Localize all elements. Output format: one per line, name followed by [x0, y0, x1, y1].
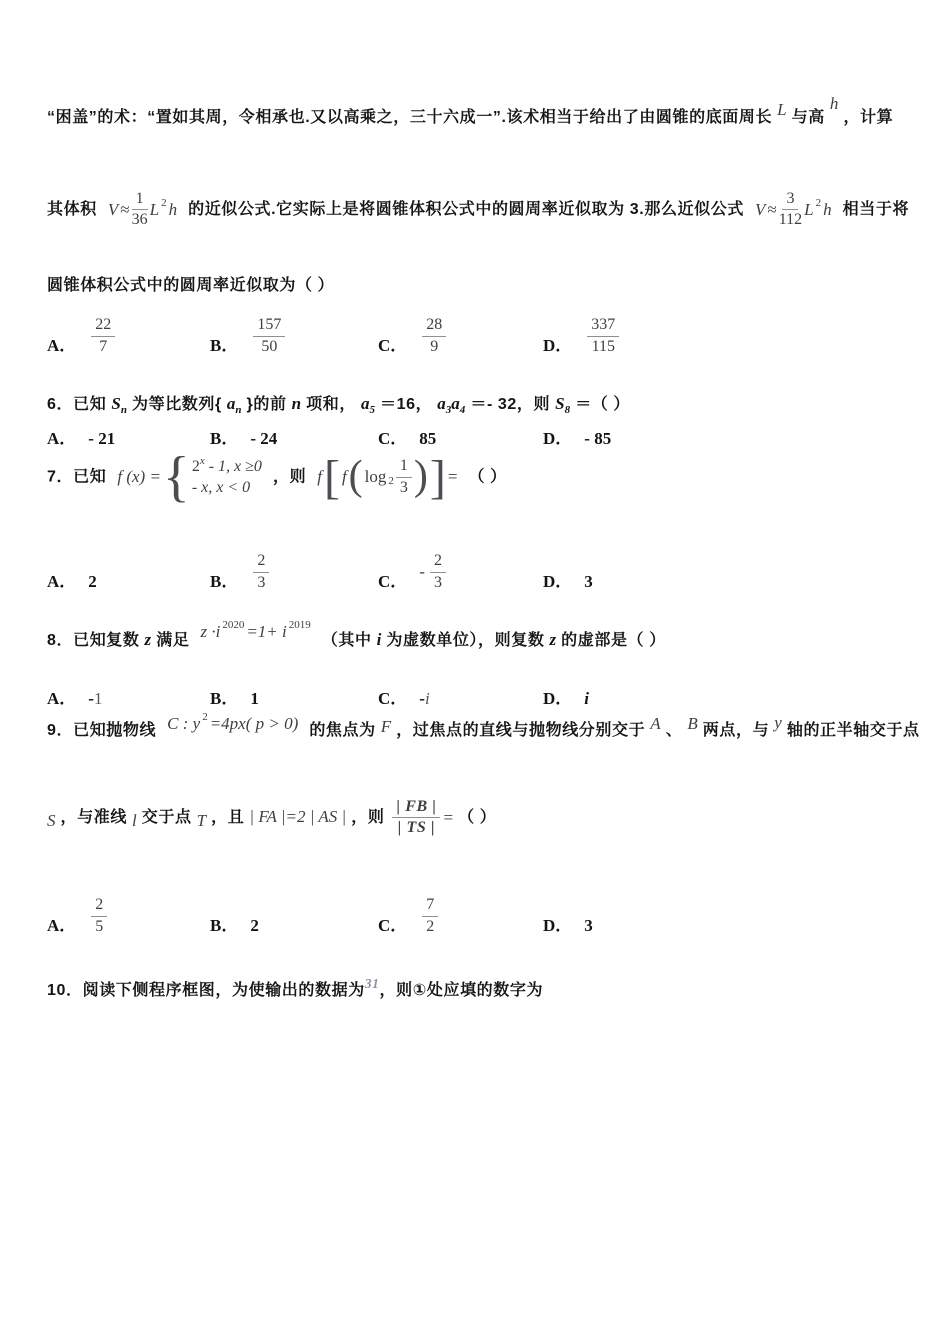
- q8-option-b: [210, 684, 378, 709]
- q7-option-a-value: 2: [88, 572, 97, 591]
- var-n: n: [291, 394, 302, 413]
- var-S: S: [47, 811, 56, 831]
- var-a3-base: a: [437, 394, 446, 413]
- q9-option-c: [378, 896, 543, 936]
- q8-exponent-2019: 2019: [288, 619, 311, 631]
- q9-l2-text4: ，则: [351, 809, 385, 827]
- q8-text3: （其中: [321, 632, 372, 649]
- formula2-fraction: [779, 190, 802, 230]
- q8-option-c-minus: -: [419, 689, 425, 708]
- q9-option-a-num: 2: [91, 896, 107, 916]
- q7-text2: ，则: [272, 468, 307, 486]
- q9-l2-text1: ，与准线: [60, 809, 127, 827]
- var-z-1: z: [144, 630, 152, 649]
- q6-text7: ＝（ ）: [575, 396, 631, 413]
- var-a3-sub: 3: [445, 404, 452, 416]
- q6-option-d: [543, 424, 611, 449]
- q9-option-b: [210, 911, 378, 936]
- q5-line1-text3: ，计算: [843, 109, 894, 126]
- formula1-exponent: 2: [161, 196, 167, 209]
- log-base: 2: [388, 475, 394, 488]
- formula2-numerator: 3: [782, 190, 798, 210]
- piecewise-function: [116, 446, 263, 508]
- q5-option-c-num: 28: [422, 316, 446, 336]
- right-bracket: ]: [429, 450, 446, 504]
- var-S8: [555, 394, 571, 416]
- q5-option-a-label: A．: [47, 336, 77, 355]
- case1-base: 2: [191, 457, 200, 475]
- q6-stem: [47, 391, 914, 414]
- fb-ts-ratio: [389, 798, 453, 838]
- formula1-denominator: 36: [131, 211, 148, 229]
- var-a3a4: [437, 394, 466, 416]
- q9-option-c-label: C．: [378, 916, 408, 935]
- q5-option-c-den: 9: [430, 337, 439, 355]
- log-arg-num: 1: [396, 457, 412, 477]
- q5-option-d-num: 337: [587, 316, 619, 336]
- q6-text6: ＝- 32，则: [470, 396, 551, 413]
- q6-option-b-label: B．: [210, 429, 239, 448]
- var-T: T: [196, 811, 207, 831]
- q8-option-d: [543, 684, 589, 709]
- formula1-numerator: 1: [132, 190, 148, 210]
- right-paren: ): [413, 453, 428, 500]
- q7-option-c-label: C．: [378, 572, 408, 591]
- var-B: B: [687, 714, 698, 733]
- f-inner: f: [341, 467, 347, 487]
- formula2-L: L: [804, 199, 814, 219]
- q5-option-b: [210, 316, 378, 356]
- q8-eq-mid: =1+ i: [246, 622, 287, 641]
- f-outer: f: [317, 467, 322, 487]
- case1-exponent: x: [199, 454, 205, 467]
- q7-option-b: [210, 552, 378, 592]
- q8-option-a-minus: -: [88, 689, 94, 708]
- formula1-approx: ≈: [120, 199, 130, 219]
- q9-options: [47, 884, 593, 936]
- formula1-h: h: [168, 199, 178, 219]
- q6-option-d-label: D．: [543, 429, 573, 448]
- left-paren: (: [348, 453, 363, 500]
- var-a5-base: a: [361, 394, 370, 413]
- var-a5-sub: 5: [369, 404, 375, 416]
- parabola-equation: [166, 711, 299, 734]
- q9-eq-rest: =4px( p > 0): [209, 714, 299, 733]
- q5-option-d: [543, 316, 622, 356]
- var-i: i: [376, 630, 382, 649]
- q9-text5: 轴的正半轴交于点: [786, 722, 920, 739]
- q8-option-d-label: D．: [543, 689, 573, 708]
- q5-line2: [47, 190, 914, 230]
- q8-option-a-value: 1: [93, 689, 103, 708]
- var-y: y: [774, 713, 782, 732]
- q7-option-c-num: 2: [430, 552, 446, 572]
- var-an-base: a: [226, 394, 236, 413]
- q7-stem: [47, 446, 914, 508]
- log-argument-fraction: [396, 457, 412, 497]
- q7-option-c-den: 3: [433, 573, 442, 591]
- q9-option-b-label: B．: [210, 916, 239, 935]
- q9-option-a: [47, 896, 210, 936]
- case1-rest: - 1, x ≥0: [204, 457, 262, 475]
- q9-text2: 的焦点为: [309, 722, 376, 739]
- var-S8-base: S: [555, 394, 565, 413]
- q6-text2: 为等比数列{: [132, 396, 222, 413]
- var-a5: [361, 394, 375, 416]
- q9-l2-text3: ，且: [211, 809, 245, 827]
- q6-option-b: [210, 424, 378, 449]
- fx-equals: f (x) =: [117, 467, 161, 487]
- q6-text1: 6．已知: [47, 396, 107, 413]
- q9-option-a-fraction: [91, 896, 107, 936]
- q5-line2-text2: 的近似公式.它实际上是将圆锥体积公式中的圆周率近似取为 3.那么近似公式: [188, 201, 744, 219]
- q6-text4: 项和，: [306, 396, 356, 413]
- nested-f-expression: [316, 450, 458, 504]
- q7-option-d: [543, 567, 593, 592]
- q6-option-c-value: 85: [419, 429, 437, 448]
- formula1-V: V: [107, 199, 119, 219]
- q8-option-b-value: 1: [250, 689, 259, 708]
- q9-option-a-den: 5: [95, 917, 104, 935]
- q7-option-c: [378, 552, 543, 592]
- q5-option-d-label: D．: [543, 336, 573, 355]
- q8-option-d-value: i: [584, 689, 590, 708]
- case-row-2: - x, x < 0: [191, 478, 251, 496]
- q5-line1-text1: “困盖”的术：“置如其周，令相承也.又以高乘之，三十六成一”.该术相当于给出了由圆锥的底面周长: [47, 109, 773, 126]
- var-Sn-base: S: [111, 394, 121, 413]
- q6-options: [47, 424, 611, 449]
- q7-option-b-den: 3: [257, 573, 266, 591]
- ts-denominator: | TS |: [397, 819, 436, 837]
- q9-l2-text2: 交于点: [141, 809, 192, 827]
- q7-option-a-label: A．: [47, 572, 77, 591]
- var-Sn: [111, 394, 127, 416]
- q10-text2: ，则①处应填的数字为: [379, 982, 544, 999]
- q10-stem: [47, 977, 914, 1000]
- var-an-sub: n: [235, 404, 242, 416]
- q9-text4: 两点，与: [702, 722, 770, 739]
- q8-option-a-label: A．: [47, 689, 77, 708]
- q5-option-a-fraction: [91, 316, 115, 356]
- log-arg-den: 3: [399, 478, 408, 496]
- q6-text3: }的前: [246, 396, 287, 413]
- q6-option-b-value: - 24: [250, 429, 278, 448]
- q9-option-a-label: A．: [47, 916, 77, 935]
- q6-option-d-value: - 85: [584, 429, 612, 448]
- q5-option-b-den: 50: [261, 337, 278, 355]
- q5-option-b-num: 157: [253, 316, 285, 336]
- q7-option-a: [47, 567, 210, 592]
- equals-sign: =: [447, 467, 458, 487]
- q5-option-c-fraction: [422, 316, 446, 356]
- q8-text2: 满足: [156, 632, 190, 649]
- q6-option-c: [378, 424, 543, 449]
- q7-option-b-fraction: [253, 552, 269, 592]
- var-a4-base: a: [451, 394, 460, 413]
- q9-option-d-label: D．: [543, 916, 573, 935]
- q9-text1: 9．已知抛物线: [47, 722, 157, 739]
- q9-option-d-value: 3: [584, 916, 593, 935]
- q5-option-d-fraction: [587, 316, 619, 356]
- formula1-fraction: [132, 190, 148, 230]
- q6-option-c-label: C．: [378, 429, 408, 448]
- var-h: h: [829, 94, 839, 113]
- q7-option-d-label: D．: [543, 572, 573, 591]
- q9-eq-exponent: 2: [202, 711, 208, 723]
- q8-text5: 的虚部是（ ）: [561, 632, 666, 649]
- formula2-approx: ≈: [767, 199, 777, 219]
- q7-text1: 7．已知: [47, 468, 107, 486]
- q6-option-a-label: A．: [47, 429, 77, 448]
- q5-option-c: [378, 316, 543, 356]
- q9-stem-line2: [47, 798, 914, 838]
- left-brace: {: [162, 446, 190, 508]
- q8-text4: 为虚数单位），则复数: [386, 632, 545, 649]
- q5-line3: 圆锥体积公式中的圆周率近似取为（ ）: [47, 277, 335, 294]
- fa-as-relation: | FA |=2 | AS |: [249, 807, 347, 827]
- q5-options: [47, 306, 622, 356]
- q10-text1: 10．阅读下侧程序框图，为使输出的数据为: [47, 982, 365, 999]
- var-l: l: [132, 811, 137, 831]
- q7-answer-blank: （ ）: [468, 468, 507, 486]
- var-an: [226, 394, 242, 416]
- q5-option-a-num: 22: [91, 316, 115, 336]
- q8-option-b-label: B．: [210, 689, 239, 708]
- q9-eq-left: C : y: [167, 714, 201, 733]
- q5-option-d-den: 115: [591, 337, 615, 355]
- q8-stem: [47, 619, 914, 650]
- q8-eq-left: z ·i: [200, 622, 221, 641]
- q7-option-b-num: 2: [253, 552, 269, 572]
- fb-ts-fraction: [392, 798, 440, 838]
- var-a4-sub: 4: [459, 404, 466, 416]
- q5-line1-text2: 与高: [791, 109, 825, 126]
- var-L: L: [777, 100, 787, 119]
- q8-option-c-label: C．: [378, 689, 408, 708]
- q8-option-c: [378, 684, 543, 709]
- q9-option-c-fraction: [422, 896, 438, 936]
- q9-option-b-value: 2: [250, 916, 259, 935]
- q9-option-c-den: 2: [426, 917, 435, 935]
- q7-option-c-fraction: [430, 552, 446, 592]
- q10-target-output: 31: [364, 976, 380, 991]
- q9-stem-line1: [47, 711, 920, 740]
- case-row-1: [191, 454, 262, 476]
- q7-option-d-value: 3: [584, 572, 593, 591]
- var-S8-sub: 8: [564, 404, 571, 416]
- q9-answer-blank: （ ）: [458, 809, 497, 827]
- var-z-2: z: [549, 630, 557, 649]
- q8-option-a: [47, 684, 210, 709]
- q9-text3: ，过焦点的直线与抛物线分别交于: [396, 722, 646, 739]
- q9-option-c-num: 7: [422, 896, 438, 916]
- q5-line2-text1: 其体积: [47, 201, 97, 219]
- formula2-h: h: [823, 199, 832, 219]
- q5-option-c-label: C．: [378, 336, 408, 355]
- q6-option-a-value: - 21: [88, 429, 116, 448]
- piecewise-cases: [191, 454, 262, 497]
- formula-v-136: [107, 190, 178, 230]
- formula2-V: V: [755, 199, 766, 219]
- q7-options: [47, 540, 593, 592]
- q5-option-a: [47, 316, 210, 356]
- fb-numerator: | FB |: [392, 798, 440, 818]
- log-text: log: [364, 467, 387, 487]
- q5-line2-text3: 相当于将: [842, 201, 910, 219]
- q5-option-b-fraction: [253, 316, 285, 356]
- q7-option-c-minus: -: [419, 562, 425, 582]
- q5-option-b-label: B．: [210, 336, 239, 355]
- q9-option-d: [543, 911, 593, 936]
- q9-caesura: 、: [665, 722, 683, 739]
- formula1-L: L: [149, 199, 160, 219]
- q8-option-c-value: i: [424, 689, 430, 708]
- ratio-equals: =: [443, 807, 454, 827]
- var-F: F: [380, 717, 392, 736]
- q8-options: [47, 684, 589, 709]
- q8-exponent-2020: 2020: [222, 619, 245, 631]
- q8-text1: 8．已知复数: [47, 632, 140, 649]
- left-bracket: [: [323, 450, 340, 504]
- q6-text5: ＝16，: [380, 396, 433, 413]
- formula2-denominator: 112: [778, 211, 803, 229]
- q5-option-a-den: 7: [99, 337, 108, 355]
- var-A: A: [650, 714, 661, 733]
- q5-line1: [47, 94, 914, 127]
- var-Sn-sub: n: [120, 404, 127, 416]
- complex-equation: [199, 619, 311, 642]
- formula-v-3112: [754, 190, 833, 230]
- formula2-exponent: 2: [815, 196, 822, 209]
- q7-option-b-label: B．: [210, 572, 239, 591]
